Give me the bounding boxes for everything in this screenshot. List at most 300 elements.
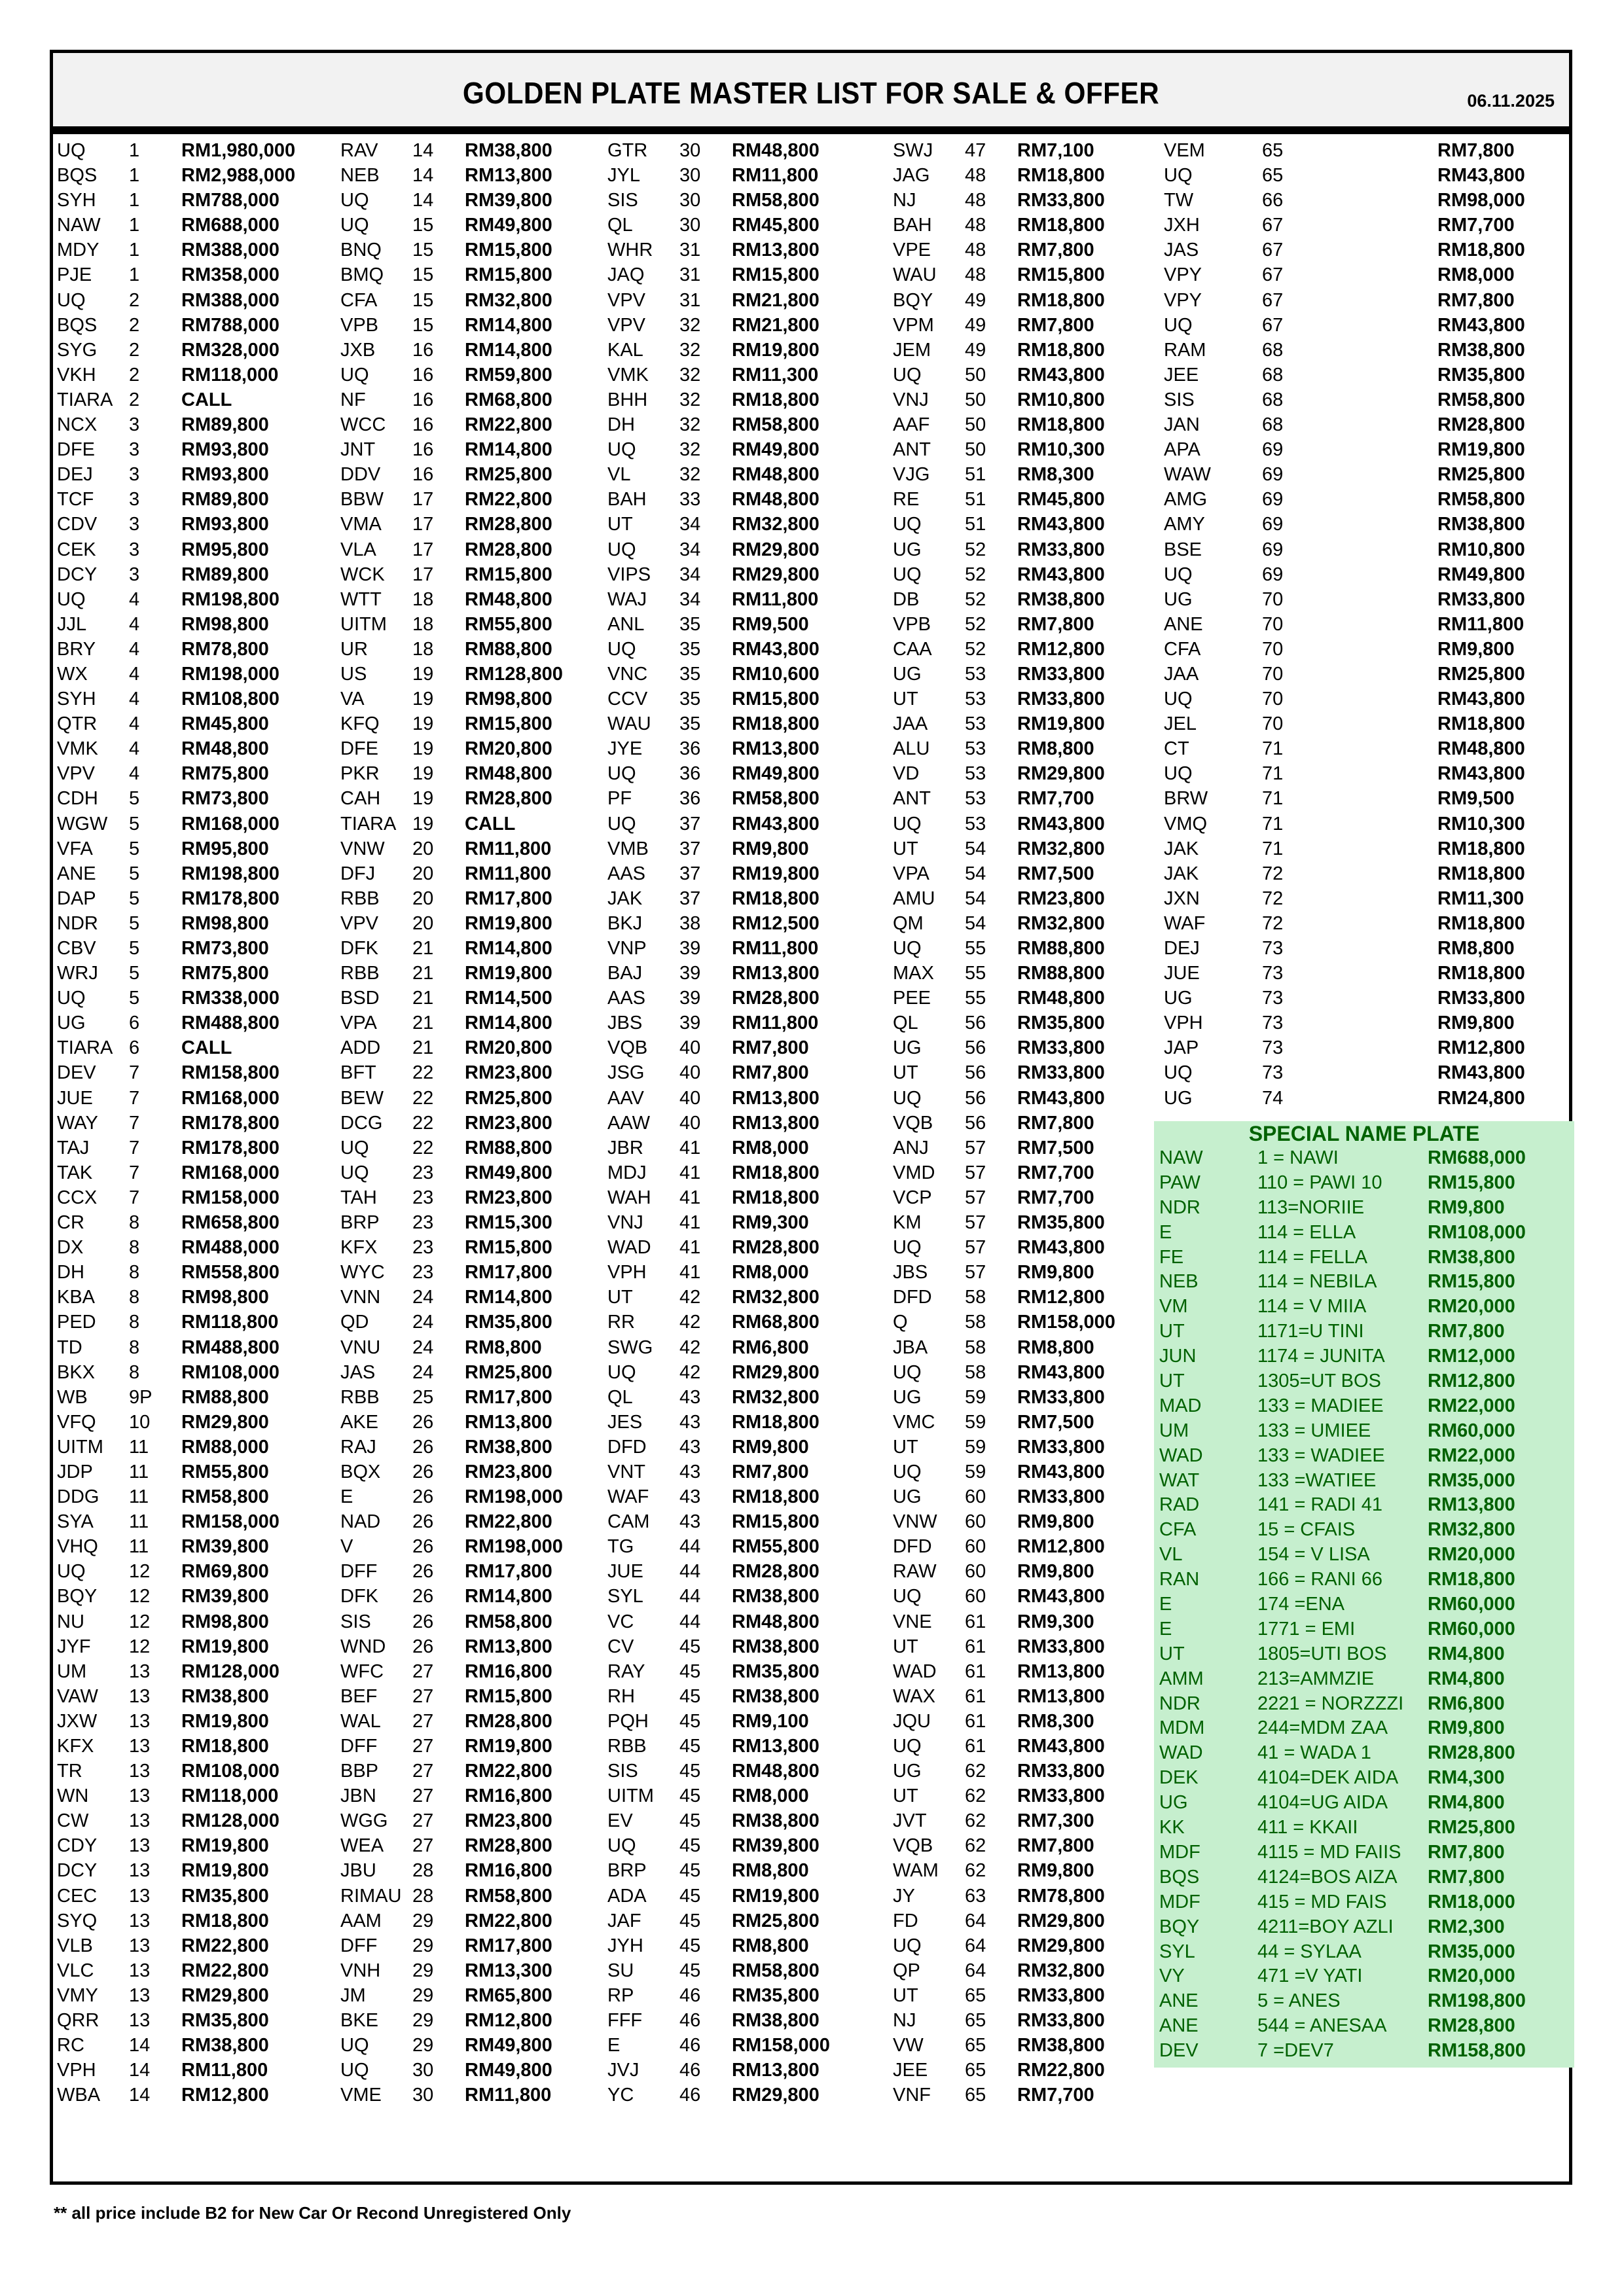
plate-code: VPA [893, 863, 929, 884]
plate-number: 1 [129, 264, 140, 286]
plate-price: RM7,800 [1017, 240, 1094, 261]
special-plate-name: 114 = V MIIA [1257, 1296, 1367, 1318]
plate-code: VKH [57, 364, 96, 386]
plate-price: RM8,800 [732, 1935, 809, 1956]
plate-price: RM39,800 [181, 1536, 269, 1558]
plate-number: 7 [129, 1112, 140, 1134]
special-plate-name: 174 =ENA [1257, 1594, 1345, 1615]
plate-price: RM15,800 [465, 264, 552, 286]
plate-number: 30 [679, 165, 701, 187]
plate-code: UT [893, 838, 918, 859]
plate-code: RC [57, 2035, 84, 2056]
plate-number: 4 [129, 588, 140, 610]
plate-number: 41 [679, 1237, 701, 1259]
special-plate-code: WAD [1159, 1742, 1203, 1764]
plate-code: VNH [340, 1960, 381, 1981]
plate-code: ANT [893, 788, 931, 810]
plate-number: 67 [1262, 314, 1284, 336]
plate-code: JAS [1164, 240, 1199, 261]
plate-code: CV [607, 1636, 634, 1657]
plate-price: RM388,000 [181, 240, 280, 261]
plate-number: 46 [679, 2085, 701, 2106]
plate-number: 26 [412, 1561, 434, 1583]
special-plate-price: RM20,000 [1428, 1965, 1515, 1987]
plate-number: 15 [412, 240, 434, 261]
plate-code: CAA [893, 638, 932, 660]
plate-code: UITM [607, 1785, 654, 1807]
plate-price: RM19,800 [181, 1835, 269, 1857]
plate-number: 18 [412, 638, 434, 660]
plate-code: JAA [893, 713, 928, 735]
plate-code: JAN [1164, 414, 1200, 436]
plate-code: BRP [340, 1212, 380, 1234]
special-plate-name: 1174 = JUNITA [1257, 1346, 1385, 1367]
plate-number: 31 [679, 240, 701, 261]
plate-code: VCP [893, 1187, 932, 1208]
plate-number: 44 [679, 1611, 701, 1632]
plate-price: RM38,800 [732, 1685, 820, 1707]
plate-number: 13 [129, 1835, 151, 1857]
plate-number: 40 [679, 1087, 701, 1109]
plate-number: 15 [412, 264, 434, 286]
plate-number: 59 [965, 1461, 986, 1482]
plate-number: 17 [412, 564, 434, 585]
plate-number: 35 [679, 689, 701, 710]
plate-code: AKE [340, 1411, 379, 1433]
plate-code: QM [893, 912, 924, 934]
plate-price: RM168,000 [181, 813, 280, 834]
plate-price: RM11,800 [732, 1013, 819, 1034]
plate-number: 13 [129, 1860, 151, 1882]
special-plate-code: FE [1159, 1246, 1184, 1268]
plate-number: 31 [679, 264, 701, 286]
plate-code: UQ [607, 813, 636, 834]
plate-price: RM29,800 [1017, 763, 1105, 785]
plate-code: UQ [1164, 689, 1193, 710]
plate-number: 26 [412, 1461, 434, 1482]
plate-price: RM25,800 [465, 1361, 552, 1383]
plate-code: UG [57, 1013, 86, 1034]
special-plate-price: RM22,000 [1428, 1395, 1515, 1416]
plate-number: 69 [1262, 464, 1284, 486]
plate-number: 62 [965, 1835, 986, 1857]
plate-code: JYH [607, 1935, 643, 1956]
special-plate-price: RM25,800 [1428, 1817, 1515, 1839]
plate-number: 47 [965, 140, 986, 161]
plate-number: 46 [679, 2060, 701, 2081]
title-bar [53, 53, 1569, 134]
plate-price: RM108,000 [181, 1361, 280, 1383]
plate-code: WGW [57, 813, 108, 834]
plate-number: 39 [679, 963, 701, 984]
plate-number: 34 [679, 539, 701, 560]
plate-number: 20 [412, 888, 434, 909]
plate-price: RM11,800 [732, 588, 819, 610]
special-row [1154, 1319, 1574, 1344]
plate-price: RM13,800 [732, 963, 820, 984]
plate-number: 68 [1262, 339, 1284, 361]
plate-price: RM35,800 [732, 1660, 820, 1682]
plate-number: 17 [412, 489, 434, 511]
plate-code: QL [893, 1013, 918, 1034]
plate-code: VPB [893, 613, 931, 635]
plate-code: UG [893, 1761, 922, 1782]
plate-number: 58 [965, 1312, 986, 1333]
plate-number: 2 [129, 364, 140, 386]
plate-code: UQ [57, 140, 86, 161]
plate-code: VQB [893, 1835, 933, 1857]
plate-number: 14 [129, 2060, 151, 2081]
price-list-frame [50, 50, 1572, 2185]
plate-price: RM12,800 [1017, 1287, 1105, 1308]
plate-number: 61 [965, 1710, 986, 1732]
special-plate-code: VL [1159, 1544, 1183, 1566]
plate-price: RM25,800 [1437, 663, 1525, 685]
plate-price: RM75,800 [181, 763, 269, 785]
plate-code: JBU [340, 1860, 376, 1882]
plate-number: 37 [679, 863, 701, 884]
plate-price: RM8,000 [732, 1137, 809, 1158]
plate-price: CALL [181, 389, 232, 410]
plate-code: NEB [340, 165, 380, 187]
special-plate-name: 154 = V LISA [1257, 1544, 1370, 1566]
plate-number: 51 [965, 464, 986, 486]
plate-price: RM13,800 [732, 1736, 820, 1757]
plate-number: 16 [412, 364, 434, 386]
plate-number: 59 [965, 1386, 986, 1408]
plate-code: PF [607, 788, 632, 810]
plate-number: 53 [965, 713, 986, 735]
plate-code: AMY [1164, 514, 1205, 535]
plate-price: RM25,800 [465, 1087, 552, 1109]
plate-number: 65 [965, 2085, 986, 2106]
plate-number: 34 [679, 588, 701, 610]
plate-price: RM198,000 [465, 1536, 563, 1558]
plate-price: RM14,800 [465, 1287, 552, 1308]
special-row [1154, 1171, 1574, 1196]
special-plate-code: RAD [1159, 1494, 1200, 1516]
plate-code: DFD [893, 1287, 932, 1308]
plate-code: WAU [607, 713, 651, 735]
plate-price: RM43,800 [1437, 314, 1525, 336]
plate-price: RM45,800 [1017, 489, 1105, 511]
plate-number: 51 [965, 489, 986, 511]
plate-code: MDY [57, 240, 99, 261]
plate-number: 49 [965, 339, 986, 361]
plate-number: 72 [1262, 888, 1284, 909]
plate-price: RM118,000 [181, 1785, 279, 1807]
plate-code: BAH [893, 215, 932, 236]
plate-price: RM15,800 [465, 1685, 552, 1707]
plate-code: UQ [340, 190, 369, 211]
plate-code: QL [607, 215, 633, 236]
plate-code: VC [607, 1611, 634, 1632]
special-plate-price: RM13,800 [1428, 1494, 1515, 1516]
plate-code: EV [607, 1810, 633, 1832]
plate-code: UQ [893, 938, 922, 959]
plate-number: 45 [679, 1835, 701, 1857]
plate-price: RM17,800 [465, 1386, 552, 1408]
plate-price: RM18,800 [732, 888, 820, 909]
plate-number: 2 [129, 289, 140, 311]
special-plate-name: 113=NORIIE [1257, 1196, 1365, 1218]
plate-number: 19 [412, 713, 434, 735]
plate-number: 16 [412, 464, 434, 486]
plate-number: 27 [412, 1810, 434, 1832]
plate-price: RM8,300 [1017, 1710, 1094, 1732]
plate-number: 53 [965, 689, 986, 710]
plate-code: VAW [57, 1685, 98, 1707]
plate-number: 72 [1262, 912, 1284, 934]
plate-number: 37 [679, 838, 701, 859]
special-plate-code: MDM [1159, 1717, 1205, 1739]
plate-code: UQ [893, 564, 922, 585]
plate-price: RM19,800 [732, 863, 820, 884]
plate-price: RM43,800 [1017, 514, 1105, 535]
plate-number: 31 [679, 289, 701, 311]
plate-price: RM20,800 [465, 1037, 552, 1059]
plate-number: 73 [1262, 1062, 1284, 1084]
plate-price: RM49,800 [732, 763, 820, 785]
plate-price: RM7,800 [732, 1062, 809, 1084]
plate-number: 60 [965, 1511, 986, 1533]
special-plate-price: RM4,800 [1428, 1643, 1505, 1664]
plate-number: 67 [1262, 264, 1284, 286]
plate-price: RM658,800 [181, 1212, 280, 1234]
special-plate-name: 411 = KKAII [1257, 1817, 1358, 1839]
plate-number: 53 [965, 788, 986, 810]
plate-price: RM29,800 [732, 2085, 820, 2106]
plate-price: RM38,800 [465, 1436, 552, 1458]
plate-code: AAW [607, 1112, 650, 1134]
plate-code: WX [57, 663, 88, 685]
special-row [1154, 1419, 1574, 1444]
plate-code: CEK [57, 539, 96, 560]
plate-number: 22 [412, 1062, 434, 1084]
plate-price: RM33,800 [1017, 1761, 1105, 1782]
plate-code: JNT [340, 439, 376, 461]
plate-code: QD [340, 1312, 369, 1333]
plate-number: 55 [965, 988, 986, 1009]
special-plate-name: 114 = ELLA [1257, 1221, 1356, 1243]
plate-code: TAJ [57, 1137, 90, 1158]
plate-price: RM23,800 [465, 1810, 552, 1832]
plate-number: 32 [679, 339, 701, 361]
plate-code: SYQ [57, 1910, 98, 1931]
plate-number: 64 [965, 1960, 986, 1981]
plate-number: 22 [412, 1112, 434, 1134]
plate-price: RM35,800 [1017, 1212, 1105, 1234]
plate-number: 19 [412, 813, 434, 834]
special-plate-price: RM7,800 [1428, 1321, 1505, 1342]
plate-price: RM178,800 [181, 888, 280, 909]
plate-code: VME [340, 2085, 382, 2106]
special-row [1154, 1964, 1574, 1989]
plate-number: 62 [965, 1761, 986, 1782]
plate-price: RM18,800 [1017, 339, 1105, 361]
plate-price: RM7,800 [1437, 140, 1515, 161]
plate-number: 41 [679, 1262, 701, 1283]
plate-code: SU [607, 1960, 634, 1981]
plate-code: UQ [893, 1461, 922, 1482]
plate-price: RM33,800 [1017, 1984, 1105, 2006]
plate-code: E [340, 1486, 353, 1508]
plate-number: 19 [412, 738, 434, 760]
plate-number: 18 [412, 588, 434, 610]
plate-number: 3 [129, 414, 140, 436]
plate-price: RM18,800 [1017, 165, 1105, 187]
special-row [1154, 1221, 1574, 1246]
plate-code: JAK [607, 888, 643, 909]
plate-price: RM14,800 [465, 339, 552, 361]
plate-code: TG [607, 1536, 634, 1558]
plate-price: RM33,800 [1017, 1386, 1105, 1408]
plate-price: RM49,800 [465, 2060, 552, 2081]
plate-number: 4 [129, 613, 140, 635]
plate-price: RM8,000 [1437, 264, 1515, 286]
plate-price: RM15,800 [465, 564, 552, 585]
plate-price: RM9,500 [732, 613, 809, 635]
plate-code: BQX [340, 1461, 381, 1482]
special-plate-code: KK [1159, 1817, 1185, 1839]
plate-code: BRY [57, 638, 96, 660]
plate-code: QRR [57, 2010, 99, 2032]
plate-number: 8 [129, 1336, 140, 1358]
plate-code: VNT [607, 1461, 645, 1482]
plate-number: 15 [412, 314, 434, 336]
plate-price: RM18,800 [732, 713, 820, 735]
plate-number: 15 [412, 289, 434, 311]
plate-number: 26 [412, 1611, 434, 1632]
plate-number: 5 [129, 863, 140, 884]
special-row [1154, 1617, 1574, 1642]
plate-number: 11 [129, 1536, 149, 1558]
plate-price: RM15,800 [732, 689, 820, 710]
plate-code: VJG [893, 464, 930, 486]
plate-number: 70 [1262, 638, 1284, 660]
plate-price: RM38,800 [465, 140, 552, 161]
plate-code: VNJ [607, 1212, 643, 1234]
plate-price: RM9,100 [732, 1710, 809, 1732]
plate-code: UQ [607, 1835, 636, 1857]
plate-price: RM18,800 [1437, 963, 1525, 984]
plate-number: 69 [1262, 489, 1284, 511]
plate-price: RM108,000 [181, 1761, 280, 1782]
plate-number: 60 [965, 1536, 986, 1558]
special-plate-name: 213=AMMZIE [1257, 1668, 1375, 1689]
plate-number: 40 [679, 1037, 701, 1059]
plate-code: SIS [607, 1761, 638, 1782]
plate-code: WFC [340, 1660, 384, 1682]
plate-number: 27 [412, 1710, 434, 1732]
plate-price: RM29,800 [1017, 1935, 1105, 1956]
plate-price: RM9,800 [1017, 1561, 1094, 1583]
plate-code: VPV [607, 314, 646, 336]
plate-price: RM9,800 [1017, 1262, 1094, 1283]
plate-code: JAQ [607, 264, 645, 286]
plate-code: DDV [340, 464, 381, 486]
plate-price: RM12,800 [181, 2085, 269, 2106]
plate-price: RM38,800 [732, 1636, 820, 1657]
plate-code: RAV [340, 140, 378, 161]
plate-price: RM89,800 [181, 564, 269, 585]
special-plate-name: 44 = SYLAA [1257, 1941, 1362, 1962]
plate-number: 45 [679, 1736, 701, 1757]
plate-code: DH [607, 414, 635, 436]
plate-code: BRW [1164, 788, 1208, 810]
plate-number: 3 [129, 539, 140, 560]
plate-number: 68 [1262, 414, 1284, 436]
plate-price: RM68,800 [732, 1312, 820, 1333]
plate-number: 35 [679, 713, 701, 735]
plate-code: ADA [607, 1885, 647, 1907]
plate-code: JAA [1164, 663, 1199, 685]
plate-number: 13 [129, 1736, 151, 1757]
plate-code: UQ [340, 2035, 369, 2056]
plate-number: 70 [1262, 689, 1284, 710]
plate-number: 52 [965, 539, 986, 560]
plate-price: RM12,800 [1017, 1536, 1105, 1558]
plate-price: RM11,800 [181, 2060, 268, 2081]
special-plate-code: NEB [1159, 1271, 1199, 1293]
plate-number: 56 [965, 1037, 986, 1059]
plate-number: 43 [679, 1461, 701, 1482]
plate-code: WAY [57, 1112, 98, 1134]
plate-price: RM11,800 [465, 838, 552, 859]
plate-number: 7 [129, 1137, 140, 1158]
plate-price: RM35,800 [1017, 1013, 1105, 1034]
plate-code: VFQ [57, 1411, 96, 1433]
plate-number: 65 [965, 2060, 986, 2081]
plate-price: RM55,800 [732, 1536, 820, 1558]
plate-number: 26 [412, 1636, 434, 1657]
plate-number: 70 [1262, 713, 1284, 735]
plate-price: RM35,800 [181, 2010, 269, 2032]
plate-number: 5 [129, 888, 140, 909]
plate-price: RM43,800 [1017, 1361, 1105, 1383]
plate-code: BKE [340, 2010, 379, 2032]
plate-code: DB [893, 588, 920, 610]
plate-number: 26 [412, 1511, 434, 1533]
plate-number: 57 [965, 1187, 986, 1208]
plate-code: UQ [57, 588, 86, 610]
plate-number: 23 [412, 1212, 434, 1234]
plate-price: RM11,300 [732, 364, 819, 386]
plate-code: DFJ [340, 863, 376, 884]
plate-code: UQ [1164, 165, 1193, 187]
plate-number: 41 [679, 1212, 701, 1234]
plate-code: RBB [607, 1736, 647, 1757]
special-plate-name: 1 = NAWI [1257, 1147, 1339, 1168]
plate-price: RM7,300 [1017, 1810, 1094, 1832]
plate-code: NJ [893, 2010, 916, 2032]
plate-number: 3 [129, 439, 140, 461]
plate-code: BBW [340, 489, 384, 511]
plate-code: NJ [893, 190, 916, 211]
plate-code: KFQ [340, 713, 380, 735]
plate-code: BQY [57, 1586, 98, 1607]
special-plate-name: 244=MDM ZAA [1257, 1717, 1388, 1739]
plate-code: WAJ [607, 588, 647, 610]
plate-number: 32 [679, 389, 701, 410]
plate-price: RM73,800 [181, 938, 269, 959]
plate-price: RM98,000 [1437, 190, 1525, 211]
plate-price: RM32,800 [465, 289, 552, 311]
plate-number: 29 [412, 1910, 434, 1931]
special-plate-price: RM35,000 [1428, 1941, 1515, 1962]
plate-code: VNW [893, 1511, 937, 1533]
plate-code: VPE [893, 240, 931, 261]
